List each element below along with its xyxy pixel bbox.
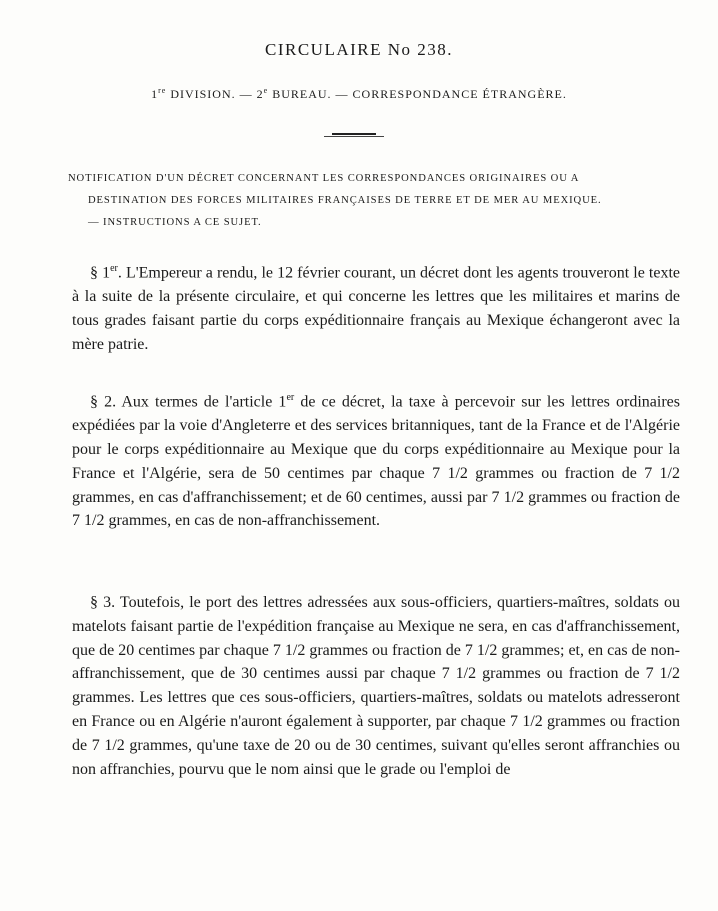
- bureau-superscript: e: [263, 86, 269, 95]
- summary-line-2: DESTINATION DES FORCES MILITAIRES FRANÇAISES DE TERRE ET DE MER AU MEXIQUE.: [88, 195, 602, 206]
- summary-line-1: NOTIFICATION D'UN DÉCRET CONCERNANT LES CORRESPONDANCES ORIGINAIRES OU A: [68, 173, 580, 184]
- division-text: DIVISION. — 2: [166, 87, 264, 101]
- summary-block: [68, 168, 678, 234]
- paragraph-2-text-b: de ce décret, la taxe à percevoir sur les lettres ordinaires expédiées par la voie d'Angleterre et des services britanniques, tant de la France et de l'Algérie pour le corps expéditionnaire au Mexique que du corps expéditionnaire au Mexique pour la France et l'Algérie, sera de 50 centimes par chaque 7 1/2 grammes ou fraction de 7 1/2 grammes, en cas d'affranchissement; et de 60 centimes, aussi par 7 1/2 grammes ou fraction de 7 1/2 grammes, en cas de non-affranchissement.: [72, 393, 681, 530]
- paragraph-1: [72, 257, 680, 357]
- division-superscript: re: [158, 86, 167, 95]
- paragraph-2-superscript: er: [286, 392, 295, 403]
- page-title: CIRCULAIRE No 238.: [264, 40, 454, 59]
- paragraph-1-mark: § 1: [90, 264, 111, 282]
- separator-rule-underline: [324, 136, 384, 137]
- paragraph-1-superscript: er: [110, 263, 118, 274]
- paragraph-3: § 3. Toutefois, le port des lettres adressées aux sous-officiers, quartiers-maîtres, soldats ou matelots faisant partie de l'expédition française au Mexique ne sera, en cas d'affranchissement, que de 20 centimes par chaque 7 1/2 grammes ou fraction de 7 1/2 grammes; et, en cas de non-affranchissement, que de 30 centimes aussi par chaque 7 1/2 grammes ou fraction de 7 1/2 grammes. Les lettres que ces sous-officiers, quartiers-maîtres, soldats ou matelots adresseront en France ou en Algérie n'auront également à supporter, par chaque 7 1/2 grammes ou fraction de 7 1/2 grammes, qu'une taxe de 20 ou de 30 centimes, suivant qu'elles seront affranchies ou non affranchies, pourvu que le nom ainsi que le grade ou l'emploi de: [72, 594, 680, 778]
- paragraph-2-text-a: § 2. Aux termes de l'article 1: [90, 393, 287, 411]
- summary-line-3: — INSTRUCTIONS A CE SUJET.: [88, 217, 262, 228]
- separator-rule: [332, 133, 376, 135]
- paragraph-1-text: . L'Empereur a rendu, le 12 février courant, un décret dont les agents trouveront le texte à la suite de la présente circulaire, et qui concerne les lettres que les militaires et marins de tous grades faisant partie du corps expéditionnaire français au Mexique échangeront avec la mère patrie.: [72, 264, 681, 353]
- division-number: 1: [151, 87, 159, 101]
- bureau-text: BUREAU. — CORRESPONDANCE ÉTRANGÈRE.: [268, 87, 567, 101]
- division-subtitle: [0, 86, 718, 102]
- paragraph-2: [72, 386, 680, 533]
